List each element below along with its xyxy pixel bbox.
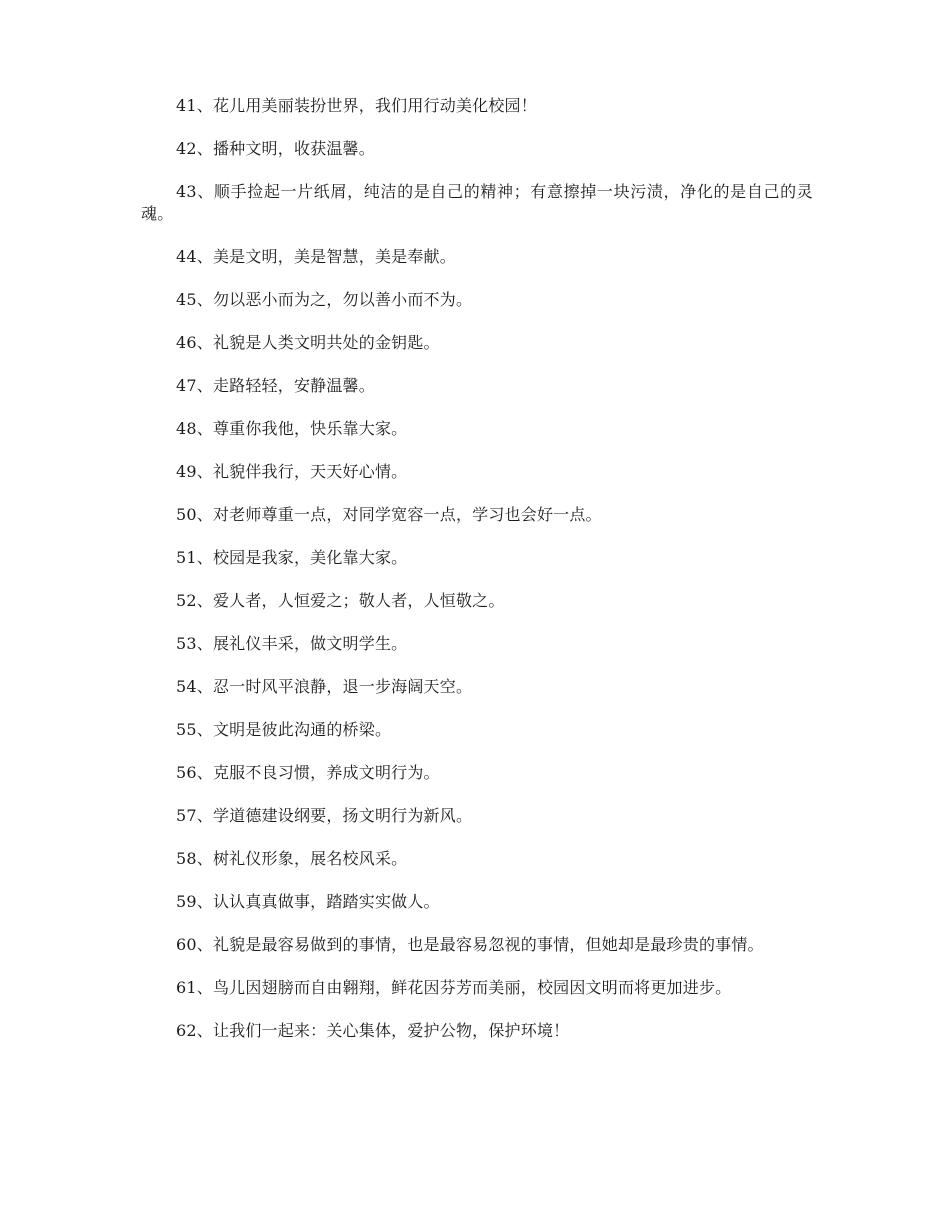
paragraph-62: 62、让我们一起来：关心集体，爱护公物，保护环境！ bbox=[176, 1021, 570, 1041]
paragraph-50: 50、对老师尊重一点，对同学宽容一点，学习也会好一点。 bbox=[176, 505, 602, 525]
paragraph-44: 44、美是文明，美是智慧，美是奉献。 bbox=[176, 247, 456, 267]
paragraph-48: 48、尊重你我他，快乐靠大家。 bbox=[176, 419, 408, 439]
paragraph-41: 41、花儿用美丽装扮世界，我们用行动美化校园！ bbox=[176, 96, 537, 115]
paragraph-58: 58、树礼仪形象，展名校风采。 bbox=[176, 849, 408, 869]
document-body bbox=[141, 95, 813, 1063]
paragraph-52: 52、爱人者，人恒爱之；敬人者，人恒敬之。 bbox=[176, 591, 505, 611]
paragraph-57: 57、学道德建设纲要，扬文明行为新风。 bbox=[176, 806, 473, 826]
paragraph-51: 51、校园是我家，美化靠大家。 bbox=[176, 548, 408, 568]
paragraph-42: 42、播种文明，收获温馨。 bbox=[176, 139, 375, 158]
paragraph-59: 59、认认真真做事，踏踏实实做人。 bbox=[176, 892, 440, 912]
paragraph-56: 56、克服不良习惯，养成文明行为。 bbox=[176, 763, 440, 783]
paragraph-43: 43、顺手捡起一片纸屑，纯洁的是自己的精神；有意擦掉一块污渍，净化的是自己的灵魂。 bbox=[141, 182, 813, 224]
paragraph-47: 47、走路轻轻，安静温馨。 bbox=[176, 376, 375, 396]
paragraph-55: 55、文明是彼此沟通的桥梁。 bbox=[176, 720, 392, 740]
paragraph-61: 61、鸟儿因翅膀而自由翱翔，鲜花因芬芳而美丽，校园因文明而将更加进步。 bbox=[176, 978, 732, 998]
paragraph-49: 49、礼貌伴我行，天天好心情。 bbox=[176, 462, 408, 482]
paragraph-54: 54、忍一时风平浪静，退一步海阔天空。 bbox=[176, 677, 473, 697]
paragraph-60: 60、礼貌是最容易做到的事情，也是最容易忽视的事情，但她却是最珍贵的事情。 bbox=[176, 935, 764, 955]
paragraph-46: 46、礼貌是人类文明共处的金钥匙。 bbox=[176, 333, 440, 353]
paragraph-53: 53、展礼仪丰采，做文明学生。 bbox=[176, 634, 408, 654]
paragraph-45: 45、勿以恶小而为之，勿以善小而不为。 bbox=[176, 290, 473, 310]
